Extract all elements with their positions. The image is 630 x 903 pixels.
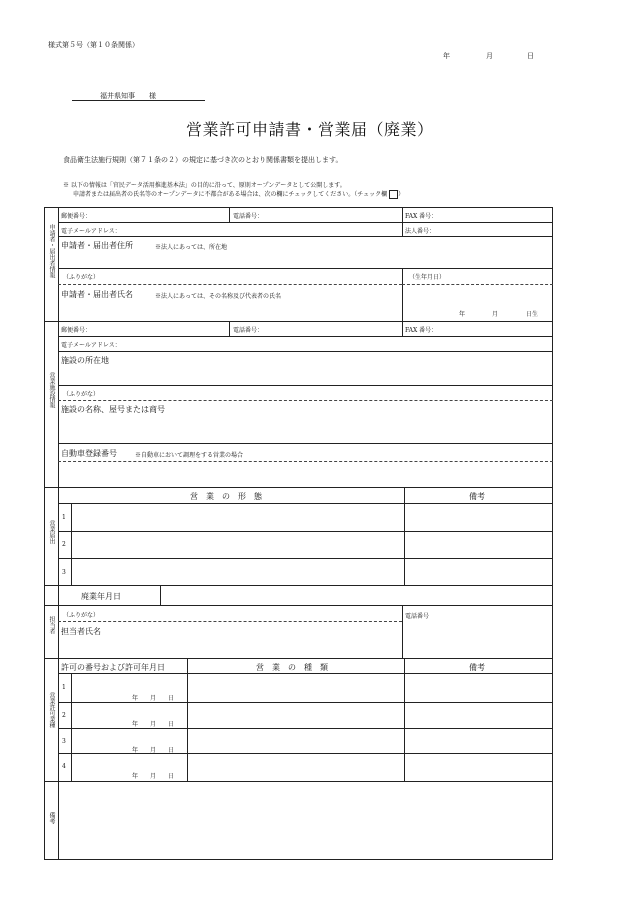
section-divider-5	[44, 658, 553, 659]
notice-line-2: 申請者または届出者の氏名等のオープンデータに不都合がある場合は、次の欄にチェックしてください。（チェック欄 ）	[73, 191, 405, 198]
business-row-number: 3	[62, 569, 66, 576]
frame-right	[552, 207, 553, 860]
business-notice-side-label: 営業届出	[48, 520, 55, 544]
addressee-underline	[72, 100, 205, 101]
permit-row-number: 3	[62, 738, 66, 745]
section-divider-2	[44, 487, 553, 488]
permit-row-number: 1	[62, 684, 66, 691]
facility-location-label: 施設の所在地	[61, 356, 109, 365]
applicant-fax: FAX 番号：	[405, 213, 438, 220]
notice-line-1: ※ 以下の情報は「官民データ活用推進基本法」の目的に沿って、原則オープンデータとして公開します。	[63, 182, 346, 189]
date-day: 日	[527, 52, 534, 60]
permit-row-ymd: 年 月 日	[132, 747, 175, 754]
applicant-corp-no: 法人番号：	[405, 228, 436, 235]
facility-email: 電子メールアドレス：	[61, 342, 121, 349]
applicant-phone: 電話番号：	[233, 213, 264, 220]
permit-remarks-header: 備考	[469, 663, 485, 672]
remarks-side-label: 備考	[48, 812, 55, 824]
closure-date-label: 廃業年月日	[81, 592, 121, 601]
permit-row-ymd: 年 月 日	[132, 695, 175, 702]
business-form-header: 営 業 の 形 態	[190, 492, 262, 501]
applicant-name-note: ※法人にあっては、その名称及び代表者の氏名	[155, 293, 281, 300]
applicant-address-label: 申請者・届出者住所	[61, 241, 133, 250]
permit-side-label: 営業許可業種	[48, 692, 55, 728]
intro-text: 食品衛生法施行規則（第７１条の２）の規定に基づき次のとおり関係書類を提出します。	[63, 156, 343, 164]
business-row-number: 2	[62, 541, 66, 548]
applicant-address-note: ※法人にあっては、所在地	[155, 244, 227, 251]
opendata-checkbox[interactable]	[389, 190, 398, 199]
page-title: 営業許可申請書・営業届（廃業）	[186, 120, 434, 139]
business-row-number: 1	[62, 514, 66, 521]
birth-day: 日生	[526, 311, 539, 318]
permit-row-ymd: 年 月 日	[132, 773, 175, 780]
contact-side-label: 担当者	[48, 616, 55, 634]
section-divider-4	[44, 605, 553, 606]
applicant-name-label: 申請者・届出者氏名	[61, 290, 133, 299]
section-divider-1	[44, 321, 553, 322]
birth-month: 月	[492, 311, 499, 318]
frame-top	[44, 207, 553, 208]
vehicle-number-note: ※自動車において調理をする営業の場合	[135, 452, 244, 459]
permit-number-header: 許可の番号および許可年月日	[61, 663, 165, 672]
applicant-furigana: （ふりがな）	[63, 274, 100, 281]
permit-row-number: 2	[62, 712, 66, 719]
permit-row-number: 4	[62, 763, 66, 770]
date-month: 月	[486, 52, 493, 60]
applicant-email: 電子メールアドレス：	[61, 228, 121, 235]
facility-phone: 電話番号：	[233, 327, 264, 334]
facility-fax: FAX 番号：	[405, 327, 438, 334]
contact-name-label: 担当者氏名	[61, 627, 101, 636]
section-divider-6	[44, 781, 553, 782]
addressee: 福井県知事 様	[100, 92, 156, 100]
facility-furigana: （ふりがな）	[63, 391, 100, 398]
permit-row-ymd: 年 月 日	[132, 721, 175, 728]
permit-type-header: 営 業 の 種 類	[256, 663, 328, 672]
facility-postal: 郵便番号：	[61, 327, 92, 334]
business-remarks-header: 備考	[469, 492, 485, 501]
side-column-line	[58, 207, 59, 860]
facility-name-label: 施設の名称、屋号または商号	[61, 405, 165, 414]
facility-side-label: 営業施設情報	[48, 372, 55, 408]
frame-left	[44, 207, 45, 860]
applicant-postal: 郵便番号：	[61, 213, 92, 220]
form-number: 様式第５号（第１０条関係）	[48, 41, 139, 49]
contact-phone: 電話番号	[405, 613, 430, 620]
section-divider-3	[44, 585, 553, 586]
birth-year: 年	[459, 311, 466, 318]
contact-furigana: （ふりがな）	[63, 612, 100, 619]
vehicle-number-label: 自動車登録番号	[61, 449, 117, 458]
applicant-side-label: 申請者・届出者情報	[48, 224, 55, 278]
applicant-birth-label: （生年月日）	[409, 274, 446, 281]
date-year: 年	[443, 52, 450, 60]
frame-bottom	[44, 859, 553, 860]
